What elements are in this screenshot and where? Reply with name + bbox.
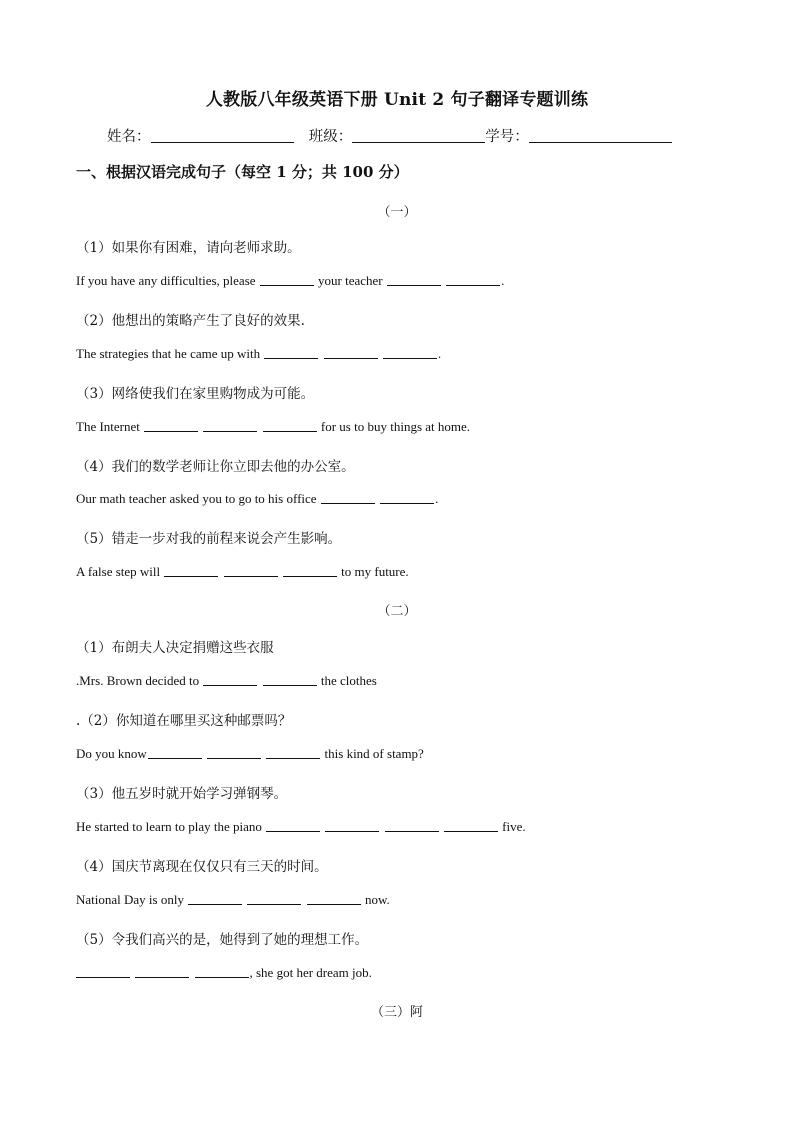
- answer-blank[interactable]: [324, 346, 378, 359]
- page-title: 人教版八年级英语下册 Unit 2 句子翻译专题训练: [205, 90, 589, 110]
- answer-blank[interactable]: [207, 746, 261, 759]
- question-en: Our math teacher asked you to go to his office .: [76, 491, 439, 506]
- question-cn: （2）他想出的策略产生了良好的效果.: [76, 313, 305, 329]
- answer-blank[interactable]: [203, 419, 257, 432]
- name-blank[interactable]: [151, 128, 294, 143]
- question-en: The strategies that he came up with .: [76, 346, 442, 361]
- student-info-line: [107, 125, 672, 146]
- answer-blank[interactable]: [383, 346, 437, 359]
- section-heading: 一、根据汉语完成句子（每空 1 分；共 100 分）: [76, 163, 409, 181]
- answer-blank[interactable]: [260, 273, 314, 286]
- name-label: 姓名：: [107, 129, 151, 145]
- question-cn: （4）国庆节离现在仅仅只有三天的时间。: [76, 859, 328, 875]
- question-cn: （5）令我们高兴的是，她得到了她的理想工作。: [76, 932, 369, 948]
- question-cn: （3）网络使我们在家里购物成为可能。: [76, 386, 315, 402]
- answer-blank[interactable]: [195, 965, 249, 978]
- question-cn: （5）错走一步对我的前程来说会产生影响。: [76, 531, 342, 547]
- answer-blank[interactable]: [325, 819, 379, 832]
- id-blank[interactable]: [529, 128, 672, 143]
- answer-blank[interactable]: [385, 819, 439, 832]
- answer-blank[interactable]: [444, 819, 498, 832]
- id-label: 学号：: [485, 129, 529, 145]
- question-en: A false step will to my future.: [76, 564, 409, 579]
- question-en: Do you know this kind of stamp?: [76, 746, 424, 761]
- answer-blank[interactable]: [283, 564, 337, 577]
- question-cn: （4）我们的数学老师让你立即去他的办公室。: [76, 459, 355, 475]
- answer-blank[interactable]: [321, 491, 375, 504]
- question-cn: （1）布朗夫人决定捐赠这些衣服: [76, 640, 274, 656]
- answer-blank[interactable]: [266, 819, 320, 832]
- answer-blank[interactable]: [247, 892, 301, 905]
- answer-blank[interactable]: [307, 892, 361, 905]
- question-en: .Mrs. Brown decided to the clothes: [76, 673, 377, 688]
- question-cn: （1）如果你有困难，请向老师求助。: [76, 240, 301, 256]
- answer-blank[interactable]: [380, 491, 434, 504]
- class-blank[interactable]: [352, 128, 485, 143]
- question-cn: .（2）你知道在哪里买这种邮票吗？: [76, 713, 292, 729]
- answer-blank[interactable]: [188, 892, 242, 905]
- part-heading-2: （二）: [377, 604, 417, 619]
- answer-blank[interactable]: [266, 746, 320, 759]
- part-heading-3: （三）阿: [370, 1005, 423, 1020]
- answer-blank[interactable]: [148, 746, 202, 759]
- answer-blank[interactable]: [144, 419, 198, 432]
- answer-blank[interactable]: [387, 273, 441, 286]
- answer-blank[interactable]: [263, 673, 317, 686]
- class-label: 班级：: [308, 129, 353, 145]
- answer-blank[interactable]: [164, 564, 218, 577]
- question-en: If you have any difficulties, please your teacher .: [76, 273, 505, 288]
- answer-blank[interactable]: [264, 346, 318, 359]
- question-cn: （3）他五岁时就开始学习弹钢琴。: [76, 786, 288, 802]
- question-en: National Day is only now.: [76, 892, 390, 907]
- answer-blank[interactable]: [76, 965, 130, 978]
- answer-blank[interactable]: [446, 273, 500, 286]
- question-en: , she got her dream job.: [76, 965, 372, 981]
- answer-blank[interactable]: [224, 564, 278, 577]
- answer-blank[interactable]: [263, 419, 317, 432]
- answer-blank[interactable]: [135, 965, 189, 978]
- answer-blank[interactable]: [203, 673, 257, 686]
- question-en: The Internet for us to buy things at home.: [76, 419, 471, 434]
- question-en: He started to learn to play the piano five.: [76, 819, 526, 834]
- part-heading-1: （一）: [377, 205, 417, 220]
